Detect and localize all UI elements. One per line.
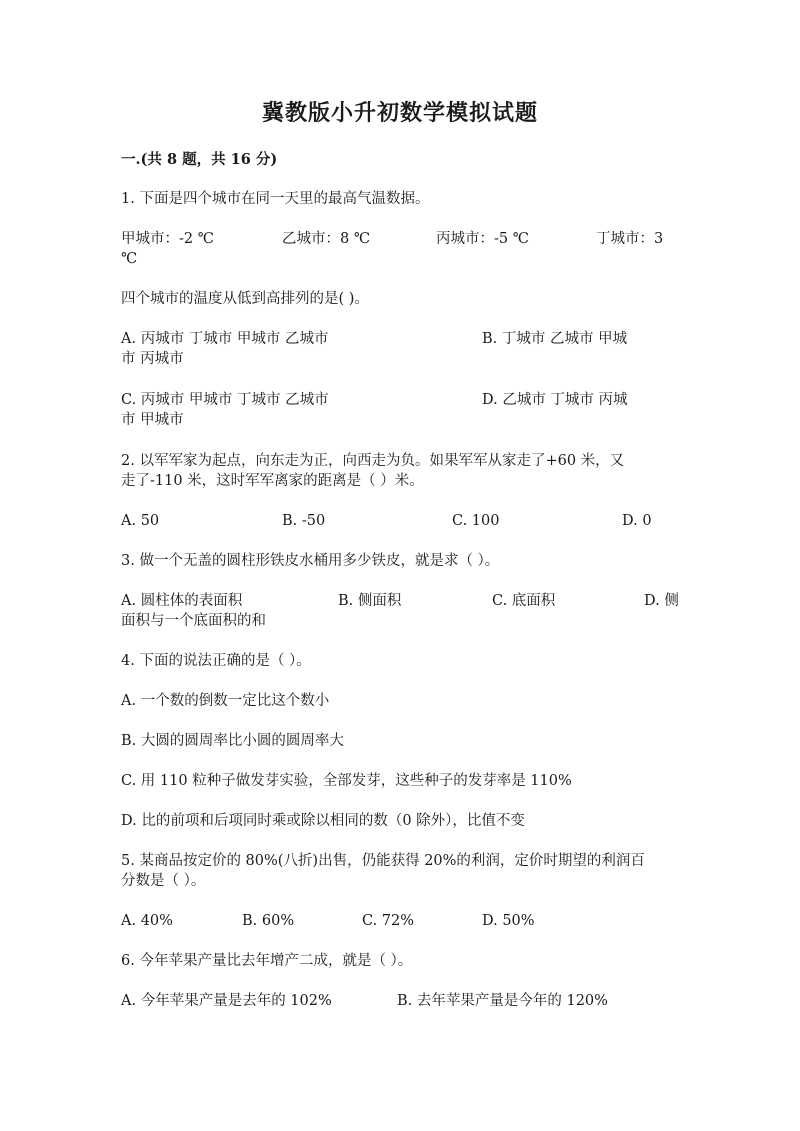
q1-city-c: 丙城市：-5 ℃	[436, 231, 529, 247]
q6-option-a: A. 今年苹果产量是去年的 102%	[121, 993, 332, 1009]
question-3-stem: 3. 做一个无盖的圆柱形铁皮水桶用多少铁皮，就是求（ ）。	[121, 553, 500, 569]
q2-option-b: B. -50	[282, 513, 326, 529]
page-title: 冀教版小升初数学模拟试题	[261, 100, 538, 126]
q1-city-d: 丁城市：3	[596, 231, 664, 247]
q4-option-d: D. 比的前项和后项同时乘或除以相同的数（0 除外），比值不变	[121, 813, 525, 829]
q3-option-d-wrap: 面积与一个底面积的和	[121, 613, 266, 629]
question-2-line2: 走了-110 米，这时军军离家的距离是（ ）米。	[121, 473, 424, 489]
question-5-line2: 分数是（ ）。	[121, 873, 206, 889]
q1-option-a: A. 丙城市 丁城市 甲城市 乙城市	[121, 331, 329, 347]
q2-option-d: D. 0	[622, 513, 652, 529]
q1-city-wrap: ℃	[121, 251, 138, 267]
q5-option-a: A. 40%	[121, 913, 173, 929]
section-heading: 一.(共 8 题，共 16 分)	[121, 151, 278, 168]
q2-option-c: C. 100	[452, 513, 500, 529]
q5-option-c: C. 72%	[362, 913, 415, 929]
q1-option-c: C. 丙城市 甲城市 丁城市 乙城市	[121, 392, 329, 408]
q1-option-b: B. 丁城市 乙城市 甲城	[482, 331, 628, 347]
question-4-stem: 4. 下面的说法正确的是（ ）。	[121, 653, 311, 669]
q5-option-d: D. 50%	[482, 913, 535, 929]
question-5-line1: 5. 某商品按定价的 80%(八折)出售，仍能获得 20%的利润，定价时期望的利润百	[121, 853, 645, 869]
q1-option-d-wrap: 市 甲城市	[121, 412, 184, 428]
q4-option-a: A. 一个数的倒数一定比这个数小	[121, 693, 330, 709]
q2-option-a: A. 50	[121, 513, 160, 529]
q4-option-b: B. 大圆的圆周率比小圆的圆周率大	[121, 733, 344, 749]
q1-option-d: D. 乙城市 丁城市 丙城	[482, 392, 628, 408]
question-1-prompt: 四个城市的温度从低到高排列的是( )。	[121, 291, 369, 307]
q4-option-c: C. 用 110 粒种子做发芽实验，全部发芽，这些种子的发芽率是 110%	[121, 773, 572, 789]
q3-option-a: A. 圆柱体的表面积	[121, 593, 243, 609]
q1-option-b-wrap: 市 丙城市	[121, 351, 184, 367]
q3-option-c: C. 底面积	[492, 593, 556, 609]
question-6-stem: 6. 今年苹果产量比去年增产二成，就是（ ）。	[121, 953, 413, 969]
question-1-stem: 1. 下面是四个城市在同一天里的最高气温数据。	[121, 191, 430, 207]
q5-option-b: B. 60%	[242, 913, 295, 929]
question-2-line1: 2. 以军军家为起点，向东走为正，向西走为负。如果军军从家走了+60 米，又	[121, 453, 625, 469]
q6-option-b: B. 去年苹果产量是今年的 120%	[397, 993, 608, 1009]
q1-city-b: 乙城市：8 ℃	[282, 231, 371, 247]
q3-option-d: D. 侧	[644, 593, 679, 609]
q3-option-b: B. 侧面积	[338, 593, 402, 609]
q1-city-a: 甲城市：-2 ℃	[121, 231, 214, 247]
